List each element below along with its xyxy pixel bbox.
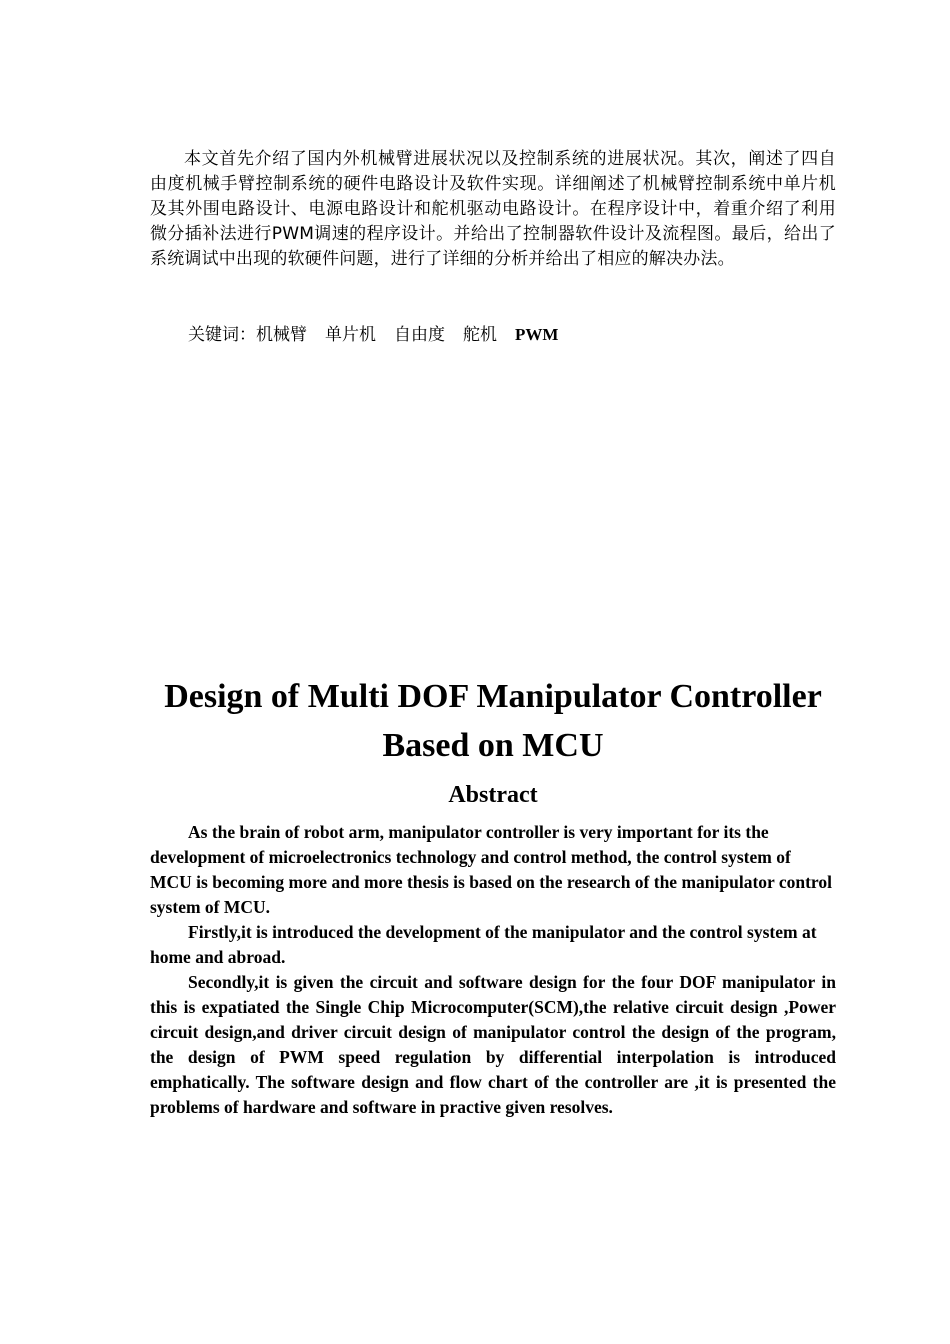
chinese-abstract-paragraph: 本文首先介绍了国内外机械臂进展状况以及控制系统的进展状况。其次，阐述了四自由度机械手臂控制系统的硬件电路设计及软件实现。详细阐述了机械臂控制系统中单片机及其外围电路设计、电源电路设计和舵机驱动电路设计。在程序设计中，着重介绍了利用微分插补法进行PWM调速的程序设计。并给出了控制器软件设计及流程图。最后，给出了系统调试中出现的软硬件问题，进行了详细的分析并给出了相应的解决办法。 bbox=[150, 149, 836, 269]
english-abstract-paragraph: As the brain of robot arm, manipulator controller is very important for its the development of microelectronics technology and control method, the control system of MCU is becoming more and more thesis is based on the research of the manipulator control system of MCU. bbox=[150, 822, 832, 917]
english-abstract-paragraph: Secondly,it is given the circuit and software design for the four DOF manipulator in this is expatiated the Single Chip Microcomputer(SCM),the relative circuit design ,Power circuit design,and driver circuit design of manipulator control the design of the program, the design of PWM speed regulation by differential interpolation is introduced emphatically. The software design and flow chart of the controller are ,it is presented the problems of hardware and software in practive given resolves. bbox=[150, 972, 836, 1117]
abstract-heading: Abstract bbox=[448, 782, 538, 808]
chinese-keywords bbox=[188, 322, 576, 348]
keywords-label: 关键词： bbox=[188, 325, 256, 345]
keyword-item: 机械臂 bbox=[256, 325, 307, 345]
keyword-item: PWM bbox=[515, 325, 559, 344]
english-title bbox=[100, 672, 886, 770]
english-abstract-body bbox=[150, 820, 836, 1120]
keyword-item: 自由度 bbox=[394, 325, 445, 345]
keyword-item: 舵机 bbox=[463, 325, 497, 345]
english-title-line-1: Design of Multi DOF Manipulator Controller bbox=[164, 678, 822, 715]
keyword-item: 单片机 bbox=[325, 325, 376, 345]
english-title-line-2: Based on MCU bbox=[382, 727, 604, 764]
english-abstract-paragraph: Firstly,it is introduced the development of the manipulator and the control system at home and abroad. bbox=[150, 922, 817, 967]
